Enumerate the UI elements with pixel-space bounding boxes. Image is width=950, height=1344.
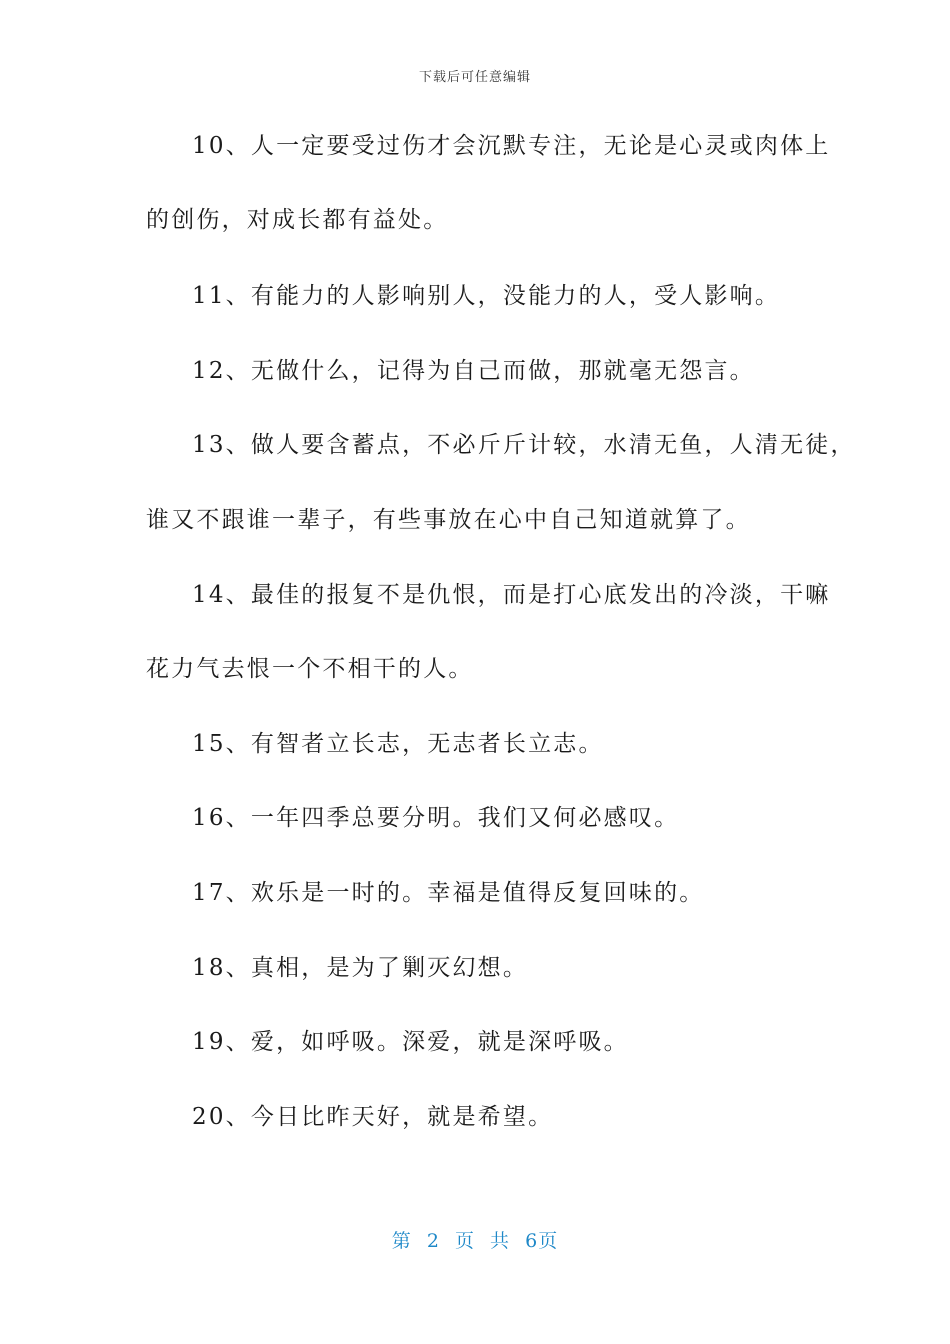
paragraph-line: 谁又不跟谁一辈子，有些事放在心中自己知道就算了。 — [146, 507, 751, 533]
footer-page-word: 页 — [454, 1230, 475, 1252]
paragraph-line: 12、无做什么，记得为自己而做，那就毫无怨言。 — [192, 358, 755, 384]
page-footer — [0, 1226, 950, 1253]
footer-total-word: 共 — [490, 1230, 511, 1252]
paragraph-line: 10、人一定要受过伤才会沉默专注，无论是心灵或肉体上 — [192, 133, 831, 159]
paragraph-line: 20、今日比昨天好，就是希望。 — [192, 1104, 554, 1130]
paragraph-line: 18、真相，是为了剿灭幻想。 — [192, 955, 529, 981]
paragraph-line: 15、有智者立长志，无志者长立志。 — [192, 731, 604, 757]
paragraph-line: 17、欢乐是一时的。幸福是值得反复回味的。 — [192, 880, 705, 906]
footer-total-pages: 6页 — [525, 1230, 559, 1252]
paragraph-line: 14、最佳的报复不是仇恨，而是打心底发出的冷淡，干嘛 — [192, 582, 831, 608]
paragraph-line: 花力气去恨一个不相干的人。 — [146, 656, 474, 682]
paragraph-line: 19、爱，如呼吸。深爱，就是深呼吸。 — [192, 1029, 629, 1055]
page-header-note: 下载后可任意编辑 — [418, 70, 531, 85]
footer-current-page: 2 — [426, 1230, 440, 1252]
paragraph-line: 的创伤，对成长都有益处。 — [146, 207, 449, 233]
paragraph-line: 13、做人要含蓄点，不必斤斤计较，水清无鱼，人清无徒， — [192, 432, 856, 458]
footer-prefix: 第 — [391, 1230, 412, 1252]
paragraph-line: 11、有能力的人影响别人，没能力的人，受人影响。 — [192, 283, 781, 309]
paragraph-line: 16、一年四季总要分明。我们又何必感叹。 — [192, 805, 680, 831]
